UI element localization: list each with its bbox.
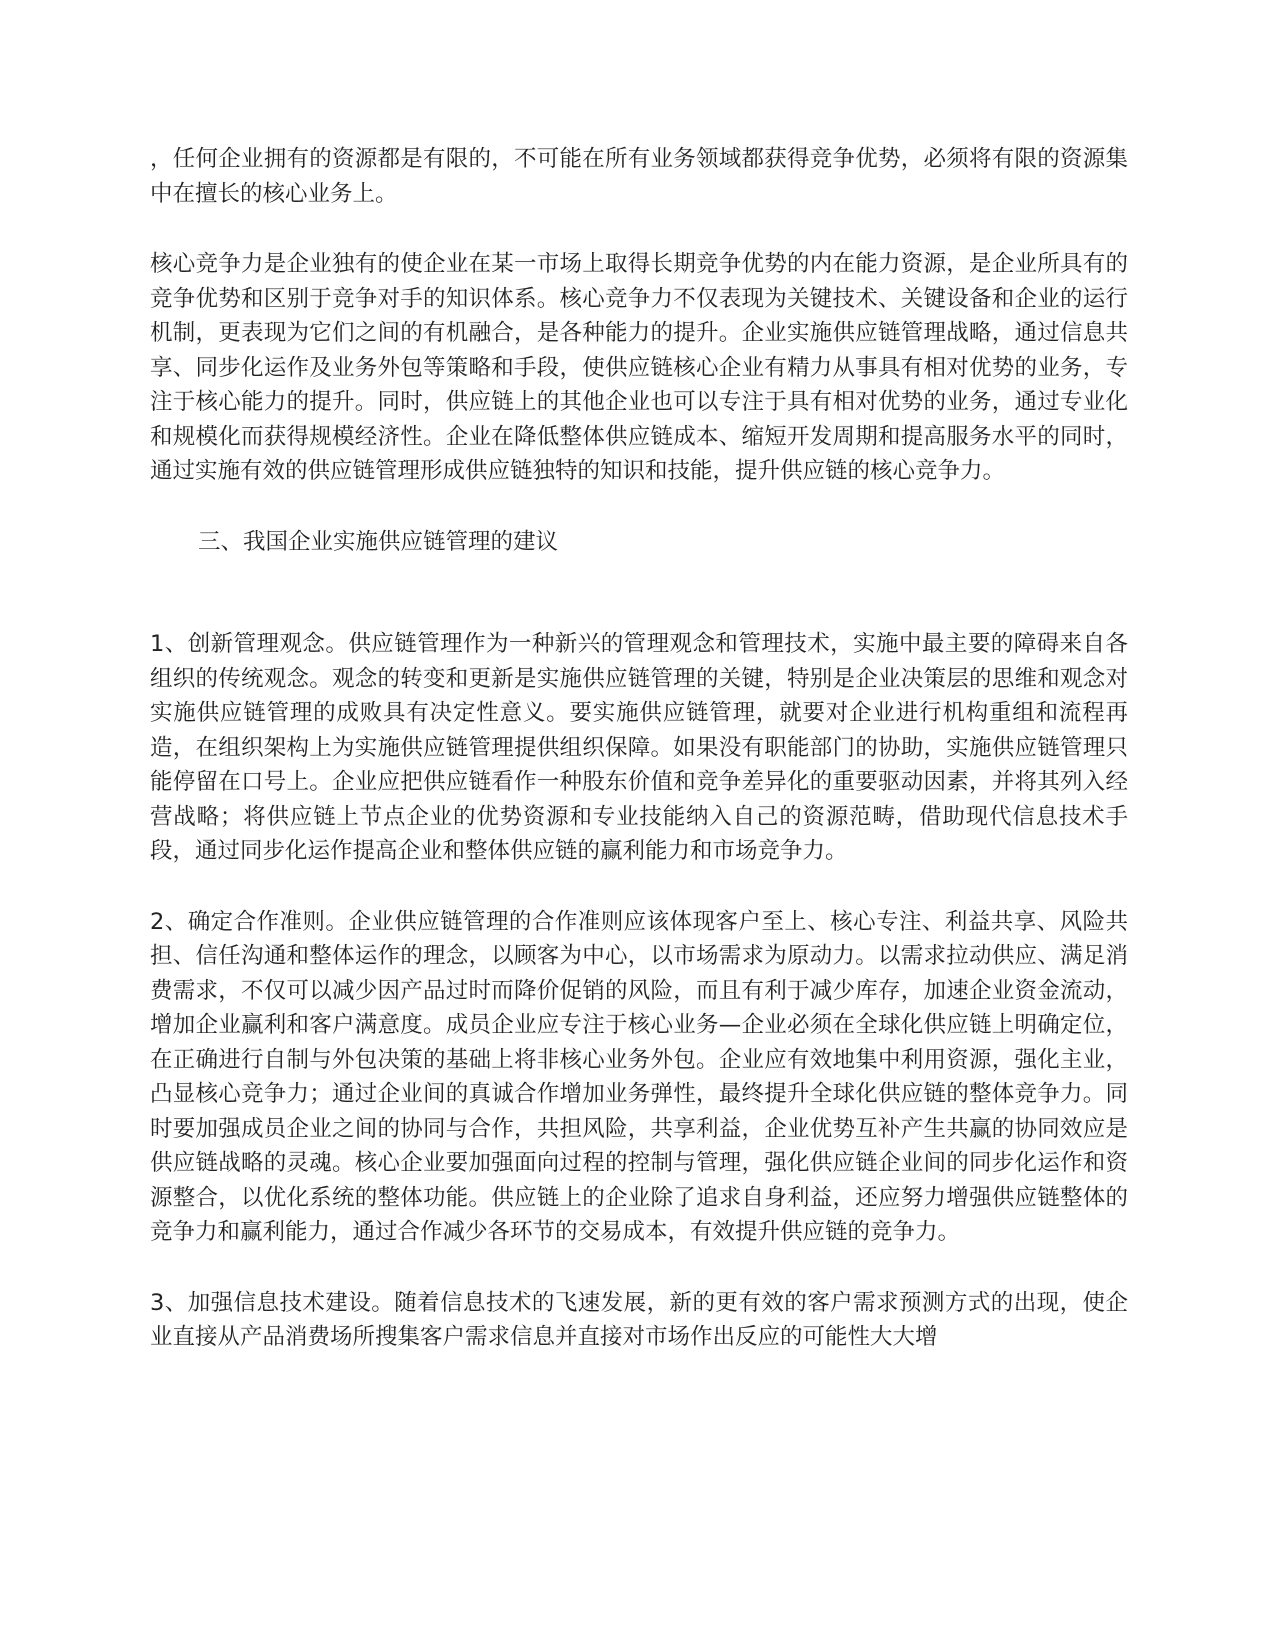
list-item-innovate-management: 1、创新管理观念。供应链管理作为一种新兴的管理观念和管理技术，实施中最主要的障碍来自各组织的传统观念。观念的转变和更新是实施供应链管理的关键，特别是企业决策层的思维和观念对实施供应链管理的成败具有决定性意义。要实施供应链管理，就要对企业进行机构重组和流程再造，在组织架构上为实施供应链管理提供组织保障。如果没有职能部门的协助，实施供应链管理只能停留在口号上。企业应把供应链看作一种股东价值和竞争差异化的重要驱动因素，并将其列入经营战略；将供应链上节点企业的优势资源和专业技能纳入自己的资源范畴，借助现代信息技术手段，通过同步化运作提高企业和整体供应链的赢利能力和市场竞争力。 [150, 631, 1128, 864]
paragraph-core-competence: 核心竞争力是企业独有的使企业在某一市场上取得长期竞争优势的内在能力资源，是企业所具有的竞争优势和区别于竞争对手的知识体系。核心竞争力不仅表现为关键技术、关键设备和企业的运行机制，更表现为它们之间的有机融合，是各种能力的提升。企业实施供应链管理战略，通过信息共享、同步化运作及业务外包等策略和手段，使供应链核心企业有精力从事具有相对优势的业务，专注于核心能力的提升。同时，供应链上的其他企业也可以专注于具有相对优势的业务，通过专业化和规模化而获得规模经济性。企业在降低整体供应链成本、缩短开发周期和提高服务水平的同时，通过实施有效的供应链管理形成供应链独特的知识和技能，提升供应链的核心竞争力。 [150, 251, 1128, 484]
document-page [150, 142, 1128, 1355]
list-item-information-technology: 3、加强信息技术建设。随着信息技术的飞速发展，新的更有效的客户需求预测方式的出现，使企业直接从产品消费场所搜集客户需求信息并直接对市场作出反应的可能性大大增 [150, 1289, 1128, 1350]
paragraph-resource-focus: ，任何企业拥有的资源都是有限的，不可能在所有业务领域都获得竞争优势，必须将有限的资源集中在擅长的核心业务上。 [150, 146, 1128, 207]
section-heading: 三、我国企业实施供应链管理的建议 [198, 528, 559, 555]
list-item-cooperation-rules: 2、确定合作准则。企业供应链管理的合作准则应该体现客户至上、核心专注、利益共享、风险共担、信任沟通和整体运作的理念，以顾客为中心，以市场需求为原动力。以需求拉动供应、满足消费需求，不仅可以减少因产品过时而降价促销的风险，而且有利于减少库存，加速企业资金流动，增加企业赢利和客户满意度。成员企业应专注于核心业务—企业必须在全球化供应链上明确定位，在正确进行自制与外包决策的基础上将非核心业务外包。企业应有效地集中利用资源，强化主业，凸显核心竞争力；通过企业间的真诚合作增加业务弹性，最终提升全球化供应链的整体竞争力。同时要加强成员企业之间的协同与合作，共担风险，共享利益，企业优势互补产生共赢的协同效应是供应链战略的灵魂。核心企业要加强面向过程的控制与管理，强化供应链企业间的同步化运作和资源整合，以优化系统的整体功能。供应链上的企业除了追求自身利益，还应努力增强供应链整体的竞争力和赢利能力，通过合作减少各环节的交易成本，有效提升供应链的竞争力。 [150, 908, 1128, 1245]
